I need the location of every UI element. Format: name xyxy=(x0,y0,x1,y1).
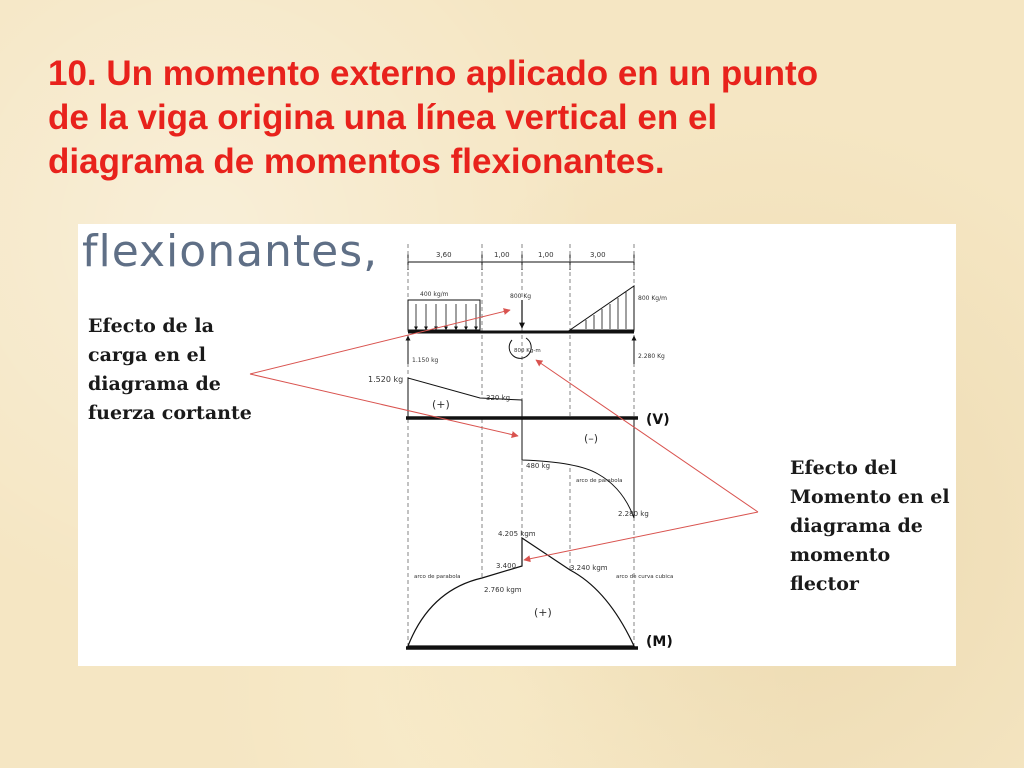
moment-label: (M) xyxy=(646,634,673,650)
pointer-arrows xyxy=(250,310,758,560)
shear-value-1: 1.520 kg xyxy=(368,375,404,384)
shear-sign-positive: (+) xyxy=(432,398,450,411)
point-load-label: 800 Kg xyxy=(510,293,532,300)
distributed-load-left xyxy=(408,300,480,330)
moment-value-3: 2.760 kgm xyxy=(484,586,522,594)
shear-label: (V) xyxy=(646,412,670,428)
note-right-line-3: diagrama de xyxy=(790,515,923,537)
beam-diagram-figure xyxy=(78,224,956,666)
beam-diagram-svg xyxy=(78,224,956,666)
slide-title xyxy=(48,52,978,184)
note-left-line-3: diagrama de xyxy=(88,373,221,395)
reaction-left-label: 1.150 kg xyxy=(412,357,439,364)
moment-sign: (+) xyxy=(534,606,552,619)
span-label-3: 1,00 xyxy=(538,251,554,259)
note-left-line-1: Efecto de la xyxy=(88,315,214,337)
pointer-load-beam xyxy=(250,310,510,374)
span-label-2: 1,00 xyxy=(494,251,510,259)
note-left-line-4: fuerza cortante xyxy=(88,402,252,424)
figure-heading: flexionantes, xyxy=(82,226,379,277)
shear-curve-note: arco de parabola xyxy=(576,478,623,484)
note-right-line-5: flector xyxy=(790,573,859,595)
title-line-3: diagrama de momentos flexionantes. xyxy=(48,142,665,181)
pointer-moment-diagram xyxy=(524,512,758,560)
moment-curve-note-right: arco de curva cubica xyxy=(616,574,674,580)
shear-value-4: 2.280 kg xyxy=(618,510,649,518)
span-label-4: 3,00 xyxy=(590,251,606,259)
moment-curve-note-left: arco de parabola xyxy=(414,574,461,580)
note-load-effect xyxy=(88,312,252,428)
load-left-label: 400 kg/m xyxy=(420,291,449,298)
note-right-line-1: Efecto del xyxy=(790,457,897,479)
note-right-line-4: momento xyxy=(790,544,891,566)
title-line-2: de la viga origina una línea vertical en el xyxy=(48,98,718,137)
shear-value-3: 480 kg xyxy=(526,462,551,470)
reaction-right-label: 2.280 Kg xyxy=(638,353,665,360)
moment-label: 800 Kg-m xyxy=(514,348,541,354)
span-label-1: 3,60 xyxy=(436,251,452,259)
note-moment-effect xyxy=(790,454,950,599)
moment-value-2: 3.400 xyxy=(496,562,517,570)
moment-value-4: 3.240 kgm xyxy=(570,564,608,572)
note-left-line-2: carga en el xyxy=(88,344,206,366)
load-right-label: 800 Kg/m xyxy=(638,295,667,302)
title-line-1: 10. Un momento externo aplicado en un punto xyxy=(48,54,819,93)
moment-value-1: 4.205 kgm xyxy=(498,530,536,538)
note-right-line-2: Momento en el xyxy=(790,486,950,508)
shear-sign-negative: (–) xyxy=(584,432,599,445)
shear-value-2: 320 kg xyxy=(486,394,511,402)
